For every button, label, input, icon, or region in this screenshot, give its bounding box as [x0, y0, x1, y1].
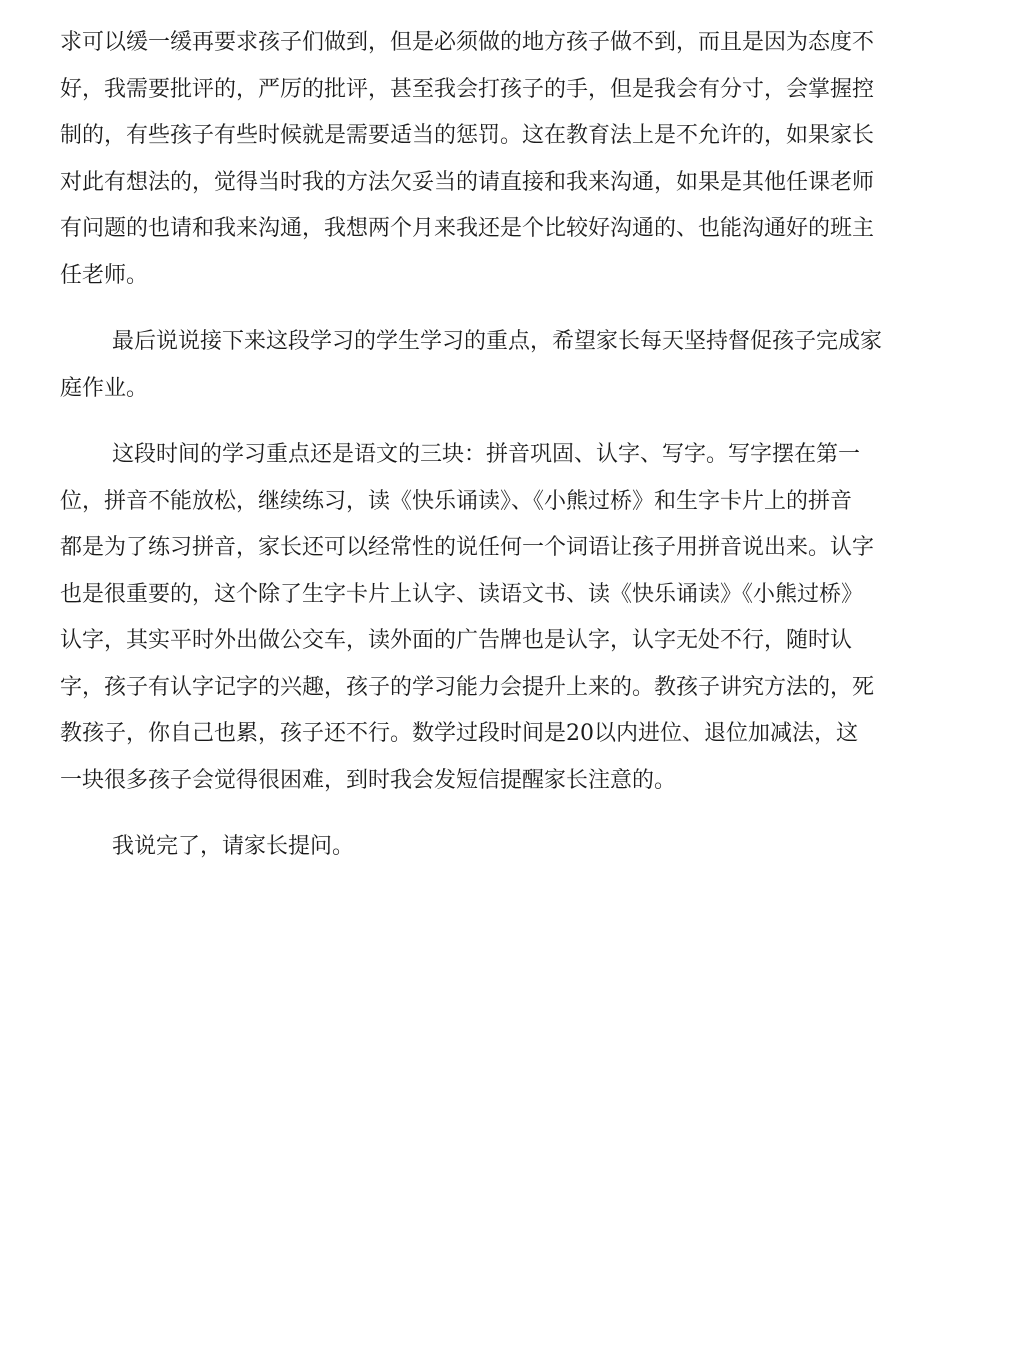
text-line: 这段时间的学习重点还是语文的三块：拼音巩固、认字、写字。写字摆在第一 [112, 442, 861, 467]
text-line: 也是很重要的，这个除了生字卡片上认字、读语文书、读《快乐诵读》《小熊过桥》 [60, 581, 864, 607]
text-line: 都是为了练习拼音，家长还可以经常性的说任何一个词语让孩子用拼音说出来。认字 [60, 535, 875, 560]
text-line: 一块很多孩子会觉得很困难，到时我会发短信提醒家长注意的。 [60, 767, 677, 793]
text-line: 好，我需要批评的，严厉的批评，甚至我会打孩子的手，但是我会有分寸，会掌握控 [60, 76, 875, 102]
paragraph-study-focus-intro [60, 319, 940, 412]
text-line: 任老师。 [60, 262, 149, 288]
text-line: 我说完了，请家长提问。 [112, 834, 355, 859]
text-line: 字，孩子有认字记字的兴趣，孩子的学习能力会提升上来的。教孩子讲究方法的，死 [60, 674, 875, 700]
text-line: 教孩子，你自己也累，孩子还不行。数学过段时间是20以内进位、退位加减法，这 [60, 721, 858, 746]
document-body [60, 20, 940, 891]
paragraph-discipline [60, 20, 940, 299]
text-line: 有问题的也请和我来沟通，我想两个月来我还是个比较好沟通的、也能沟通好的班主 [60, 216, 875, 241]
text-line: 最后说说接下来这段学习的学生学习的重点，希望家长每天坚持督促孩子完成家 [112, 329, 883, 354]
paragraph-study-focus-details [60, 432, 940, 804]
text-line: 认字，其实平时外出做公交车，读外面的广告牌也是认字，认字无处不行，随时认 [60, 628, 853, 653]
text-line: 求可以缓一缓再要求孩子们做到，但是必须做的地方孩子做不到，而且是因为态度不 [60, 30, 875, 55]
text-line: 对此有想法的，觉得当时我的方法欠妥当的请直接和我来沟通，如果是其他任课老师 [60, 169, 875, 195]
paragraph-closing [60, 824, 940, 871]
text-line: 位，拼音不能放松，继续练习，读《快乐诵读》、《小熊过桥》和生字卡片上的拼音 [60, 488, 853, 514]
text-line: 制的，有些孩子有些时候就是需要适当的惩罚。这在教育法上是不允许的，如果家长 [60, 123, 875, 148]
text-line: 庭作业。 [60, 375, 149, 401]
